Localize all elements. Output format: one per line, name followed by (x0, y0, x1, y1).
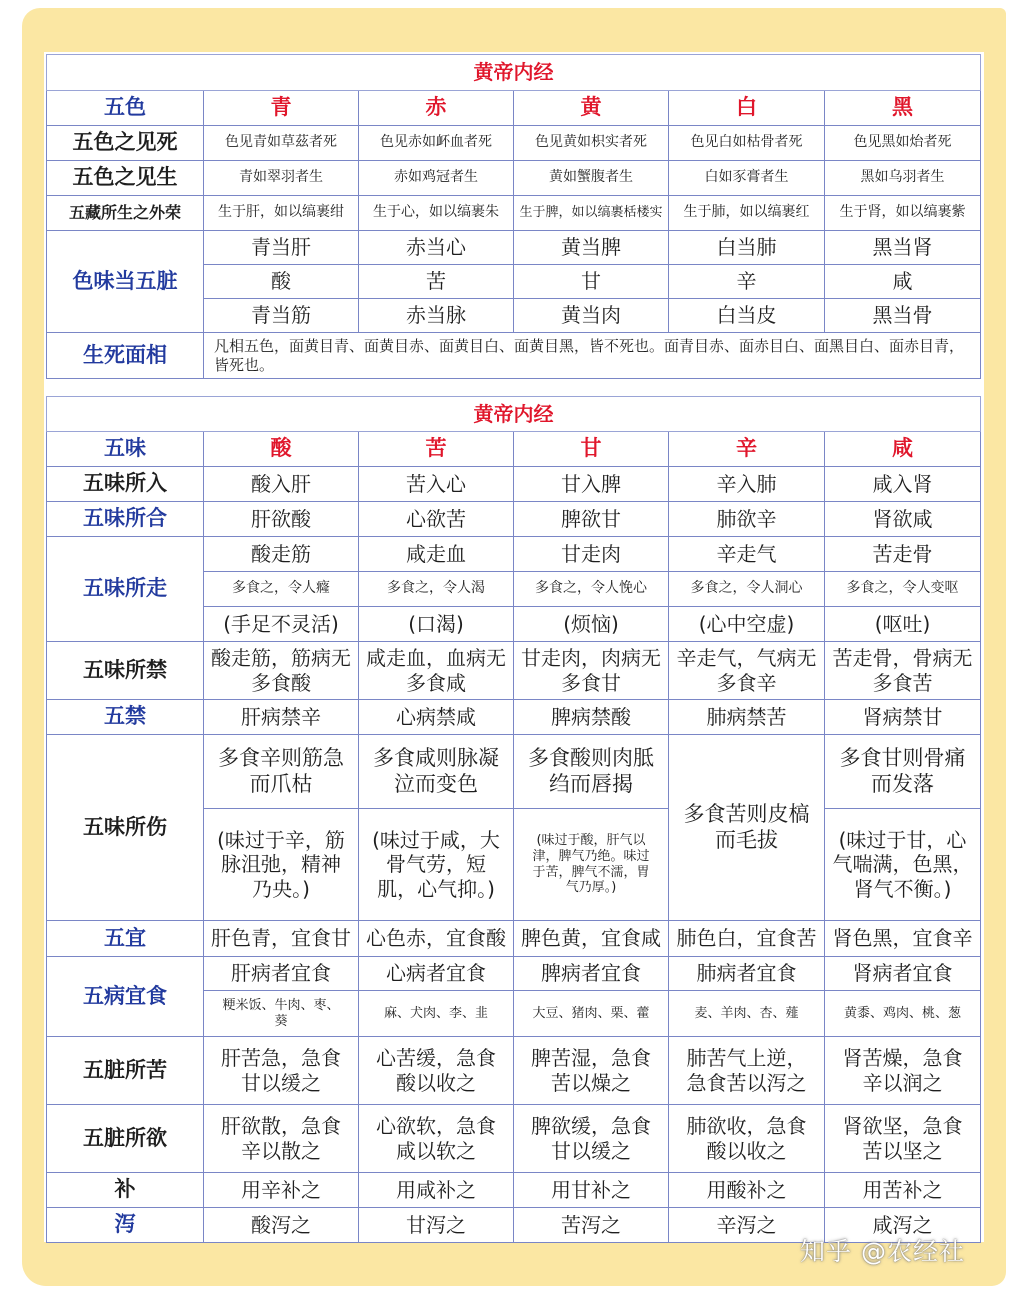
cell-line: 而发落 (871, 771, 934, 796)
cell-line: 乃央。) (252, 876, 310, 901)
cell-line: 津，脾气乃绝。味过 (532, 848, 650, 864)
taste-header-cell: 甘 (514, 432, 669, 467)
taste-header-cell: 咸 (825, 432, 981, 467)
row-label: 五色之见死 (47, 126, 204, 161)
cell-line: 脾欲缓，急食 (531, 1114, 651, 1139)
table-cell: 麦、羊肉、杏、薤 (669, 991, 825, 1037)
row-label: 泻 (47, 1208, 204, 1243)
table-cell: 黑如乌羽者生 (825, 161, 981, 196)
row-label: 五味所走 (47, 537, 204, 642)
table-cell: 白如豕膏者生 (669, 161, 825, 196)
table-cell: 辛 (669, 265, 825, 299)
table-cell: 多食之，令人洞心 (669, 572, 825, 607)
table-cell: 苦入心 (359, 467, 514, 502)
table1-title: 黄帝内经 (47, 55, 981, 91)
cell-line: 咸以软之 (396, 1138, 476, 1163)
cell-line: 于苦，脾气不濡，胃 (532, 864, 650, 880)
table-cell: 咸走血 (359, 537, 514, 572)
table-cell: 辛走气 (669, 537, 825, 572)
table-cell (825, 642, 981, 700)
cell-line: 甘以缓之 (241, 1070, 321, 1095)
cell-line: 泣而变色 (394, 771, 478, 796)
cell-line: 肾欲坚，急食 (842, 1114, 963, 1139)
cell-line: 多食苦则皮槁 (683, 801, 810, 826)
cell-line: 多食酸 (251, 670, 311, 695)
table-cell: 赤如鸡冠者生 (359, 161, 514, 196)
table-cell: 肺色白，宜食苦 (669, 921, 825, 957)
table-cell: 心病禁咸 (359, 700, 514, 735)
taste-header-cell: 酸 (204, 432, 359, 467)
row-label: 五宜 (47, 921, 204, 957)
cell-line: 多食苦 (872, 670, 933, 695)
table-cell: 苦 (359, 265, 514, 299)
table-cell: 多食之，令人悗心 (514, 572, 669, 607)
table-cell: 赤当心 (359, 231, 514, 265)
table-cell: 肾病者宜食 (825, 957, 981, 991)
table-cell: 多食之，令人变呕 (825, 572, 981, 607)
row-label: 五藏所生之外荣 (47, 196, 204, 231)
cell-line: 肝苦急，急食 (221, 1046, 341, 1071)
table-cell (204, 809, 359, 921)
table-cell (825, 1037, 981, 1105)
row-label: 五色之见生 (47, 161, 204, 196)
table-cell: 白当肺 (669, 231, 825, 265)
table-cell (204, 735, 359, 809)
taste-header-cell: 辛 (669, 432, 825, 467)
table-cell: 肝病者宜食 (204, 957, 359, 991)
table-cell: 咸入肾 (825, 467, 981, 502)
table-cell: 甘泻之 (359, 1208, 514, 1243)
table-cell: 生于脾，如以缟裹栝楼实 (514, 196, 669, 231)
table-cell: 肝病禁辛 (204, 700, 359, 735)
table-cell: 黄当肉 (514, 299, 669, 333)
table-cell: 黄如蟹腹者生 (514, 161, 669, 196)
cell-line: (味过于甘，心 (838, 827, 967, 852)
cell-line: 多食辛 (716, 670, 777, 695)
table-cell: 心色赤，宜食酸 (359, 921, 514, 957)
table-cell: 咸 (825, 265, 981, 299)
cell-line: 苦以坚之 (862, 1138, 943, 1163)
taste-header-cell: 苦 (359, 432, 514, 467)
table-cell: 黑当肾 (825, 231, 981, 265)
row-label: 色味当五脏 (47, 231, 204, 333)
table-cell: 赤当脉 (359, 299, 514, 333)
colors-header-label: 五色 (47, 91, 204, 126)
cell-line: 多食酸则肉胝 (528, 745, 654, 770)
row-label: 补 (47, 1173, 204, 1208)
table-cell: 心欲苦 (359, 502, 514, 537)
table-cell: 咸泻之 (825, 1208, 981, 1243)
color-header-cell: 黄 (514, 91, 669, 126)
table-cell: 青当肝 (204, 231, 359, 265)
table-cell: 色见青如草茲者死 (204, 126, 359, 161)
cell-line: 而毛拔 (715, 827, 778, 852)
table-cell: 用咸补之 (359, 1173, 514, 1208)
cell-line: 急食苦以泻之 (686, 1070, 807, 1095)
table-cell (825, 809, 981, 921)
table-cell (669, 642, 825, 700)
cell-line: 心欲软，急食 (376, 1114, 496, 1139)
table-cell: (口渴) (359, 607, 514, 642)
table-cell: 黄黍、鸡肉、桃、葱 (825, 991, 981, 1037)
table-cell: 苦泻之 (514, 1208, 669, 1243)
cell-line: 酸走筋，筋病无 (211, 646, 351, 671)
cell-line: 辛走气，气病无 (676, 646, 817, 671)
color-header-cell: 黑 (825, 91, 981, 126)
color-header-cell: 赤 (359, 91, 514, 126)
row-label: 五味所禁 (47, 642, 204, 700)
row-label: 五禁 (47, 700, 204, 735)
cell-line: 肌，心气抑。) (377, 876, 495, 901)
table-cell: 酸 (204, 265, 359, 299)
cell-line: 肝欲散，急食 (221, 1114, 341, 1139)
color-header-cell: 青 (204, 91, 359, 126)
table-cell (825, 1105, 981, 1173)
cell-line: 肾气不衡。) (853, 876, 952, 901)
cell-line: 苦走骨，骨病无 (832, 646, 973, 671)
table-cell: 白当皮 (669, 299, 825, 333)
table-cell: 肺病者宜食 (669, 957, 825, 991)
table-cell: 麻、犬肉、李、韭 (359, 991, 514, 1037)
table-cell: 黑当骨 (825, 299, 981, 333)
table-cell: (心中空虚) (669, 607, 825, 642)
table-cell: 脾欲甘 (514, 502, 669, 537)
table-cell: 脾病者宜食 (514, 957, 669, 991)
cell-line: 辛以散之 (241, 1138, 321, 1163)
table-cell: 肺欲辛 (669, 502, 825, 537)
table-cell: 酸入肝 (204, 467, 359, 502)
table-cell (669, 1037, 825, 1105)
table-cell: 用酸补之 (669, 1173, 825, 1208)
table-cell: 苦走骨 (825, 537, 981, 572)
table-cell: (呕吐) (825, 607, 981, 642)
row-label: 生死面相 (47, 333, 204, 379)
table-cell: 生于肺，如以缟裹红 (669, 196, 825, 231)
cell-line: 脉沮弛，精神 (221, 852, 341, 877)
row-label: 五味所合 (47, 502, 204, 537)
table-cell: 用苦补之 (825, 1173, 981, 1208)
table-cell (514, 1105, 669, 1173)
cell-line: 多食咸 (406, 670, 466, 695)
table-cell: 肾色黑，宜食辛 (825, 921, 981, 957)
table-cell (669, 735, 825, 921)
table-cell (359, 1105, 514, 1173)
table-cell: 色见白如枯骨者死 (669, 126, 825, 161)
cell-line: 多食咸则脉凝 (373, 745, 499, 770)
table-cell (204, 1105, 359, 1173)
five-colors-table (46, 54, 981, 379)
tastes-header-label: 五味 (47, 432, 204, 467)
cell-line: 咸走血，血病无 (366, 646, 506, 671)
table-cell: (烦恼) (514, 607, 669, 642)
table-cell: 脾色黄，宜食咸 (514, 921, 669, 957)
table-cell: 辛入肺 (669, 467, 825, 502)
cell-line: 气乃厚。) (565, 880, 617, 896)
table-cell (514, 1037, 669, 1105)
table-cell: 生于心，如以缟裹朱 (359, 196, 514, 231)
table2-title: 黄帝内经 (47, 397, 981, 432)
table-cell: 生于肾，如以缟裹紫 (825, 196, 981, 231)
table-cell: 用辛补之 (204, 1173, 359, 1208)
cell-line: 气喘满，色黑， (832, 852, 973, 877)
table-cell: 辛泻之 (669, 1208, 825, 1243)
cell-line: 辛以润之 (862, 1070, 943, 1095)
table-cell: 肾病禁甘 (825, 700, 981, 735)
table-cell: 色见黄如枳实者死 (514, 126, 669, 161)
table-cell: 多食之，令人癃 (204, 572, 359, 607)
cell-line: 葵 (274, 1013, 288, 1029)
five-tastes-table (46, 396, 981, 1243)
cell-line: 脾苦湿，急食 (531, 1046, 651, 1071)
cell-line: (味过于酸，肝气以 (536, 832, 646, 848)
table-cell: (手足不灵活) (204, 607, 359, 642)
cell-line: 肺欲收，急食 (686, 1114, 807, 1139)
cell-line: 酸以收之 (706, 1138, 787, 1163)
row-label: 五脏所苦 (47, 1037, 204, 1105)
cell-line: (味过于辛，筋 (217, 827, 345, 852)
table-cell (359, 809, 514, 921)
table-cell: 甘 (514, 265, 669, 299)
table-cell: 甘走肉 (514, 537, 669, 572)
cell-line: 肾苦燥，急食 (842, 1046, 963, 1071)
watermark-text: 知乎 @农经社 (800, 1237, 965, 1266)
cell-line: 心苦缓，急食 (376, 1046, 496, 1071)
table-cell: 肝色青，宜食甘 (204, 921, 359, 957)
cell-line: 绉而唇揭 (549, 771, 633, 796)
table-cell: 肾欲咸 (825, 502, 981, 537)
table-cell: 青如翠羽者生 (204, 161, 359, 196)
table-cell: 酸泻之 (204, 1208, 359, 1243)
table-cell (514, 735, 669, 809)
cell-line: 而爪枯 (249, 771, 313, 796)
table-cell (359, 642, 514, 700)
cell-line: 甘以缓之 (551, 1138, 631, 1163)
table-cell: 酸走筋 (204, 537, 359, 572)
color-header-cell: 白 (669, 91, 825, 126)
table-cell (204, 991, 359, 1037)
row-label: 五味所入 (47, 467, 204, 502)
cell-line: 骨气劳，短 (386, 852, 486, 877)
row-label: 五味所伤 (47, 735, 204, 921)
cell-line: 多食辛则筋急 (218, 745, 344, 770)
table-cell: 用甘补之 (514, 1173, 669, 1208)
table-cell (514, 642, 669, 700)
table-cell: 色见黑如炲者死 (825, 126, 981, 161)
table-cell (669, 1105, 825, 1173)
table-cell: 生于肝，如以缟裹绀 (204, 196, 359, 231)
table-cell: 心病者宜食 (359, 957, 514, 991)
row-label: 五病宜食 (47, 957, 204, 1037)
row-label: 五脏所欲 (47, 1105, 204, 1173)
cell-line: 粳米饭、牛肉、枣、 (222, 997, 340, 1013)
table-cell (359, 735, 514, 809)
cell-line: 苦以燥之 (551, 1070, 631, 1095)
table-cell: 肺病禁苦 (669, 700, 825, 735)
table-cell (359, 1037, 514, 1105)
table-cell: 色见赤如衃血者死 (359, 126, 514, 161)
cell-line: 甘走肉，肉病无 (521, 646, 661, 671)
table-cell: 肝欲酸 (204, 502, 359, 537)
table-cell: 甘入脾 (514, 467, 669, 502)
table-cell: 青当筋 (204, 299, 359, 333)
table-cell (204, 642, 359, 700)
table-cell (514, 809, 669, 921)
cell-line: (味过于咸，大 (372, 827, 500, 852)
face-reading-text: 凡相五色，面黄目青、面黄目赤、面黄目白、面黄目黑，皆不死也。面青目赤、面赤目白、面黑目白、面赤目青，皆死也。 (204, 333, 981, 379)
table-cell (825, 735, 981, 809)
table-cell: 大豆、猪肉、栗、藿 (514, 991, 669, 1037)
cell-line: 多食甘 (561, 670, 621, 695)
cell-line: 酸以收之 (396, 1070, 476, 1095)
table-cell: 脾病禁酸 (514, 700, 669, 735)
cell-line: 肺苦气上逆， (686, 1046, 807, 1071)
table-cell (204, 1037, 359, 1105)
table-cell: 多食之，令人渴 (359, 572, 514, 607)
cell-line: 多食甘则骨痛 (839, 745, 966, 770)
table-cell: 黄当脾 (514, 231, 669, 265)
